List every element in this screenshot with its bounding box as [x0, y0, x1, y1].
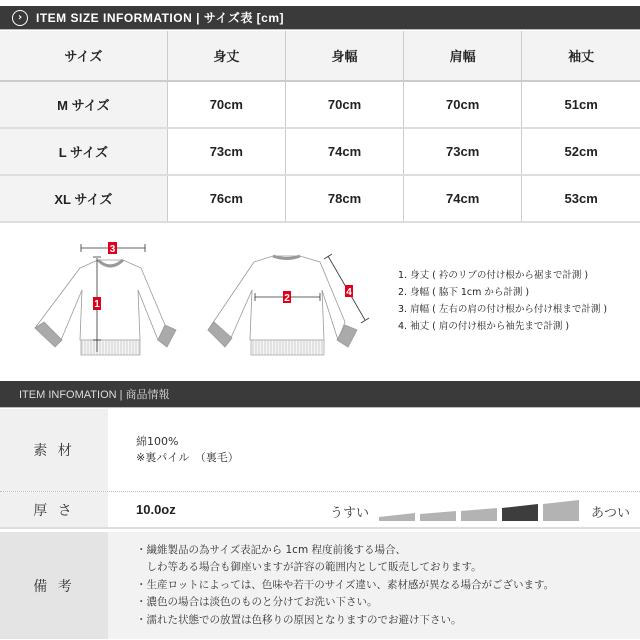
measurement-legend: [398, 267, 607, 335]
note-line: ・濡れた状態での放置は色移りの原因となりますのでお避け下さい。: [136, 613, 462, 626]
cell-value: 70cm: [167, 81, 285, 128]
thick-label: あつい: [590, 505, 630, 521]
notes-label: 備 考: [0, 532, 108, 639]
fabric-weight: 10.0oz: [136, 502, 176, 517]
item-info-table: [0, 409, 640, 639]
level-3-bar: [461, 508, 497, 521]
info-section-title: ITEM INFOMATION | 商品情報: [19, 389, 170, 401]
size-section-header: [0, 6, 640, 30]
material-line: 綿100%: [136, 435, 179, 448]
cell-value: 70cm: [404, 81, 522, 128]
gauge-bars: [379, 499, 579, 521]
thickness-value: [108, 492, 640, 527]
header-size: サイズ: [0, 31, 167, 81]
table-row: [0, 81, 640, 128]
legend-item: 2. 身幅 ( 脇下 1cm から計測 ): [398, 287, 530, 298]
header-shoulder: 肩幅: [404, 31, 522, 81]
cell-value: 74cm: [404, 175, 522, 222]
header-sleeve: 袖丈: [522, 31, 640, 81]
level-5-bar: [543, 500, 579, 521]
thickness-gauge: [330, 499, 630, 521]
circle-chevron-right-icon: ›: [12, 10, 28, 26]
cell-value: 52cm: [522, 128, 640, 175]
marker-1-label: 1: [94, 299, 100, 310]
marker-4-label: 4: [346, 287, 352, 298]
thin-label: うすい: [329, 505, 369, 521]
cell-value: 73cm: [167, 128, 285, 175]
cell-value: 74cm: [285, 128, 403, 175]
cell-value: 53cm: [522, 175, 640, 222]
cell-value: 73cm: [404, 128, 522, 175]
marker-2-label: 2: [284, 293, 290, 304]
notes-value: [108, 532, 640, 639]
material-label: 素 材: [0, 409, 108, 491]
info-row-thickness: [0, 491, 640, 529]
sweater-back-icon: [208, 256, 357, 355]
sweater-front-icon: [35, 260, 176, 355]
cell-value: 51cm: [522, 81, 640, 128]
cell-value: 70cm: [285, 81, 403, 128]
info-row-notes: [0, 532, 640, 639]
header-width: 身幅: [285, 31, 403, 81]
note-line: ・濃色の場合は淡色のものと分けてお洗い下さい。: [136, 596, 378, 609]
level-2-bar: [420, 511, 456, 521]
thickness-label: 厚 さ: [0, 492, 108, 527]
row-size-label: M サイズ: [0, 81, 167, 128]
size-table: [0, 31, 640, 223]
note-line: しわ等ある場合も御座いますが許容の範囲内として販売しております。: [136, 561, 482, 574]
marker-3-label: 3: [109, 244, 116, 255]
note-line: ・繊維製品の為サイズ表記から 1cm 程度前後する場合、: [136, 543, 407, 556]
info-row-material: [0, 409, 640, 491]
cell-value: 78cm: [285, 175, 403, 222]
legend-item: 1. 身丈 ( 衿のリブの付け根から裾まで計測 ): [398, 270, 589, 281]
material-value: [108, 409, 640, 491]
row-size-label: XL サイズ: [0, 175, 167, 222]
table-row: [0, 175, 640, 222]
row-size-label: L サイズ: [0, 128, 167, 175]
legend-item: 3. 肩幅 ( 左右の肩の付け根から付け根まで計測 ): [398, 304, 608, 315]
level-1-bar: [379, 513, 415, 521]
size-table-header-row: [0, 31, 640, 81]
material-line: ※裏パイル （裏毛）: [136, 451, 239, 464]
level-4-bar-active: [502, 504, 538, 521]
table-row: [0, 128, 640, 175]
legend-item: 4. 袖丈 ( 肩の付け根から袖先まで計測 ): [398, 321, 570, 332]
size-section-title: ITEM SIZE INFORMATION | サイズ表 [cm]: [36, 11, 285, 25]
thickness-level-bars: [379, 499, 579, 521]
header-length: 身丈: [167, 31, 285, 81]
cell-value: 76cm: [167, 175, 285, 222]
note-line: ・生産ロットによっては、色味や若干のサイズ違い、素材感が異なる場合がございます。: [136, 578, 555, 591]
info-section-header: [0, 381, 640, 408]
